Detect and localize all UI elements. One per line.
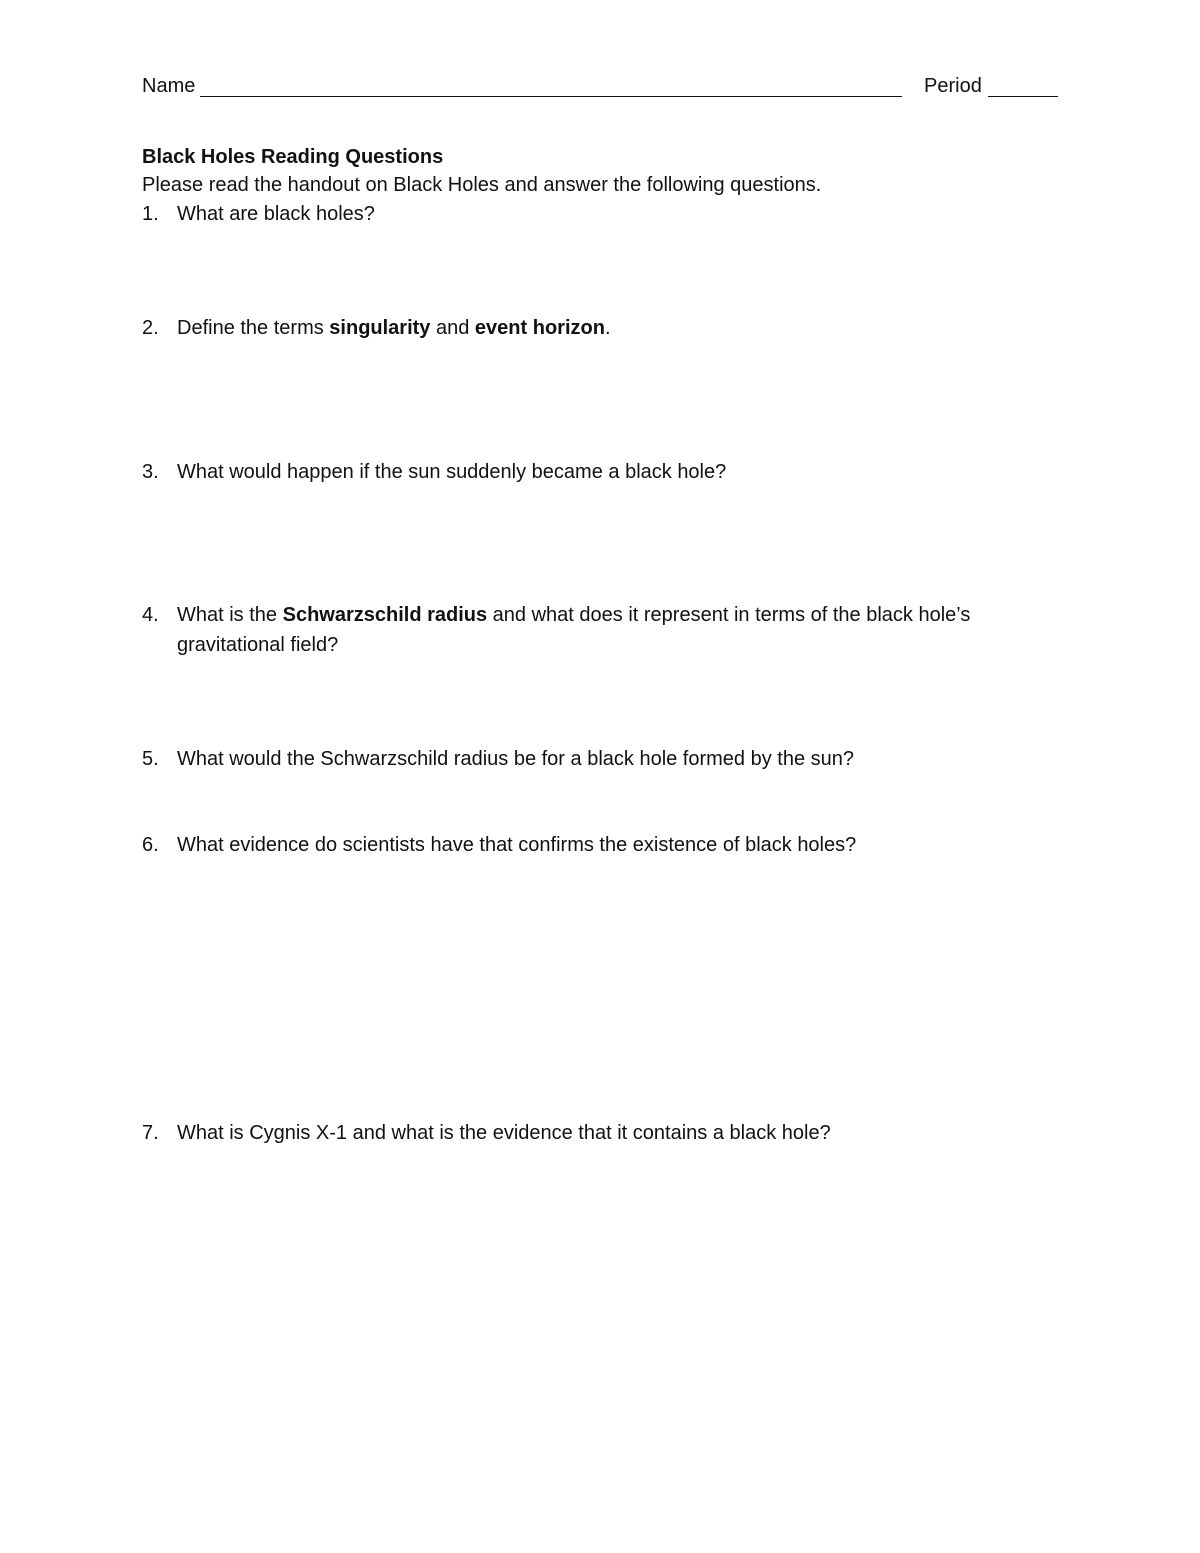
- question-number: 5.: [142, 748, 159, 770]
- question-number: 7.: [142, 1122, 159, 1144]
- name-label: Name: [142, 75, 196, 97]
- question-text-part: What is Cygnis X-1 and what is the evidence that it contains a black hole?: [177, 1122, 831, 1144]
- instructions: Please read the handout on Black Holes and answer the following questions.: [142, 174, 822, 196]
- question-text: [177, 457, 1042, 487]
- header-row: [142, 72, 1060, 102]
- question-text-part: What would the Schwarzschild radius be for a black hole formed by the sun?: [177, 748, 855, 770]
- period-label: Period: [924, 75, 982, 97]
- worksheet-title: Black Holes Reading Questions: [142, 146, 444, 168]
- question-text: [177, 744, 1042, 774]
- question-text-part: What is the: [177, 604, 283, 626]
- question-text-part: Define the terms: [177, 317, 330, 339]
- question-number: 2.: [142, 317, 159, 339]
- question-text: [177, 830, 1042, 860]
- question-text: [177, 313, 1042, 343]
- name-blank-line: [200, 96, 902, 97]
- question-text-part: and what does it represent in terms of the black hole’s gravitational field?: [177, 604, 971, 656]
- question-text-part: What are black holes?: [177, 203, 375, 225]
- question-number: 3.: [142, 461, 159, 483]
- question-text: [177, 600, 1042, 660]
- question-text-part: What evidence do scientists have that confirms the existence of black holes?: [177, 834, 857, 856]
- term-singularity: singularity: [329, 317, 431, 339]
- term-event-horizon: event horizon: [474, 317, 605, 339]
- question-text: [177, 199, 1042, 229]
- question-number: 4.: [142, 604, 159, 626]
- period-blank-line: [988, 96, 1058, 97]
- question-text-part: .: [604, 317, 611, 339]
- question-number: 6.: [142, 834, 159, 856]
- question-text-part: and: [430, 317, 475, 339]
- question-number: 1.: [142, 203, 159, 225]
- question-text-part: What would happen if the sun suddenly became a black hole?: [177, 461, 727, 483]
- term-schwarzschild-radius: Schwarzschild radius: [282, 604, 488, 626]
- question-text: [177, 1118, 1042, 1148]
